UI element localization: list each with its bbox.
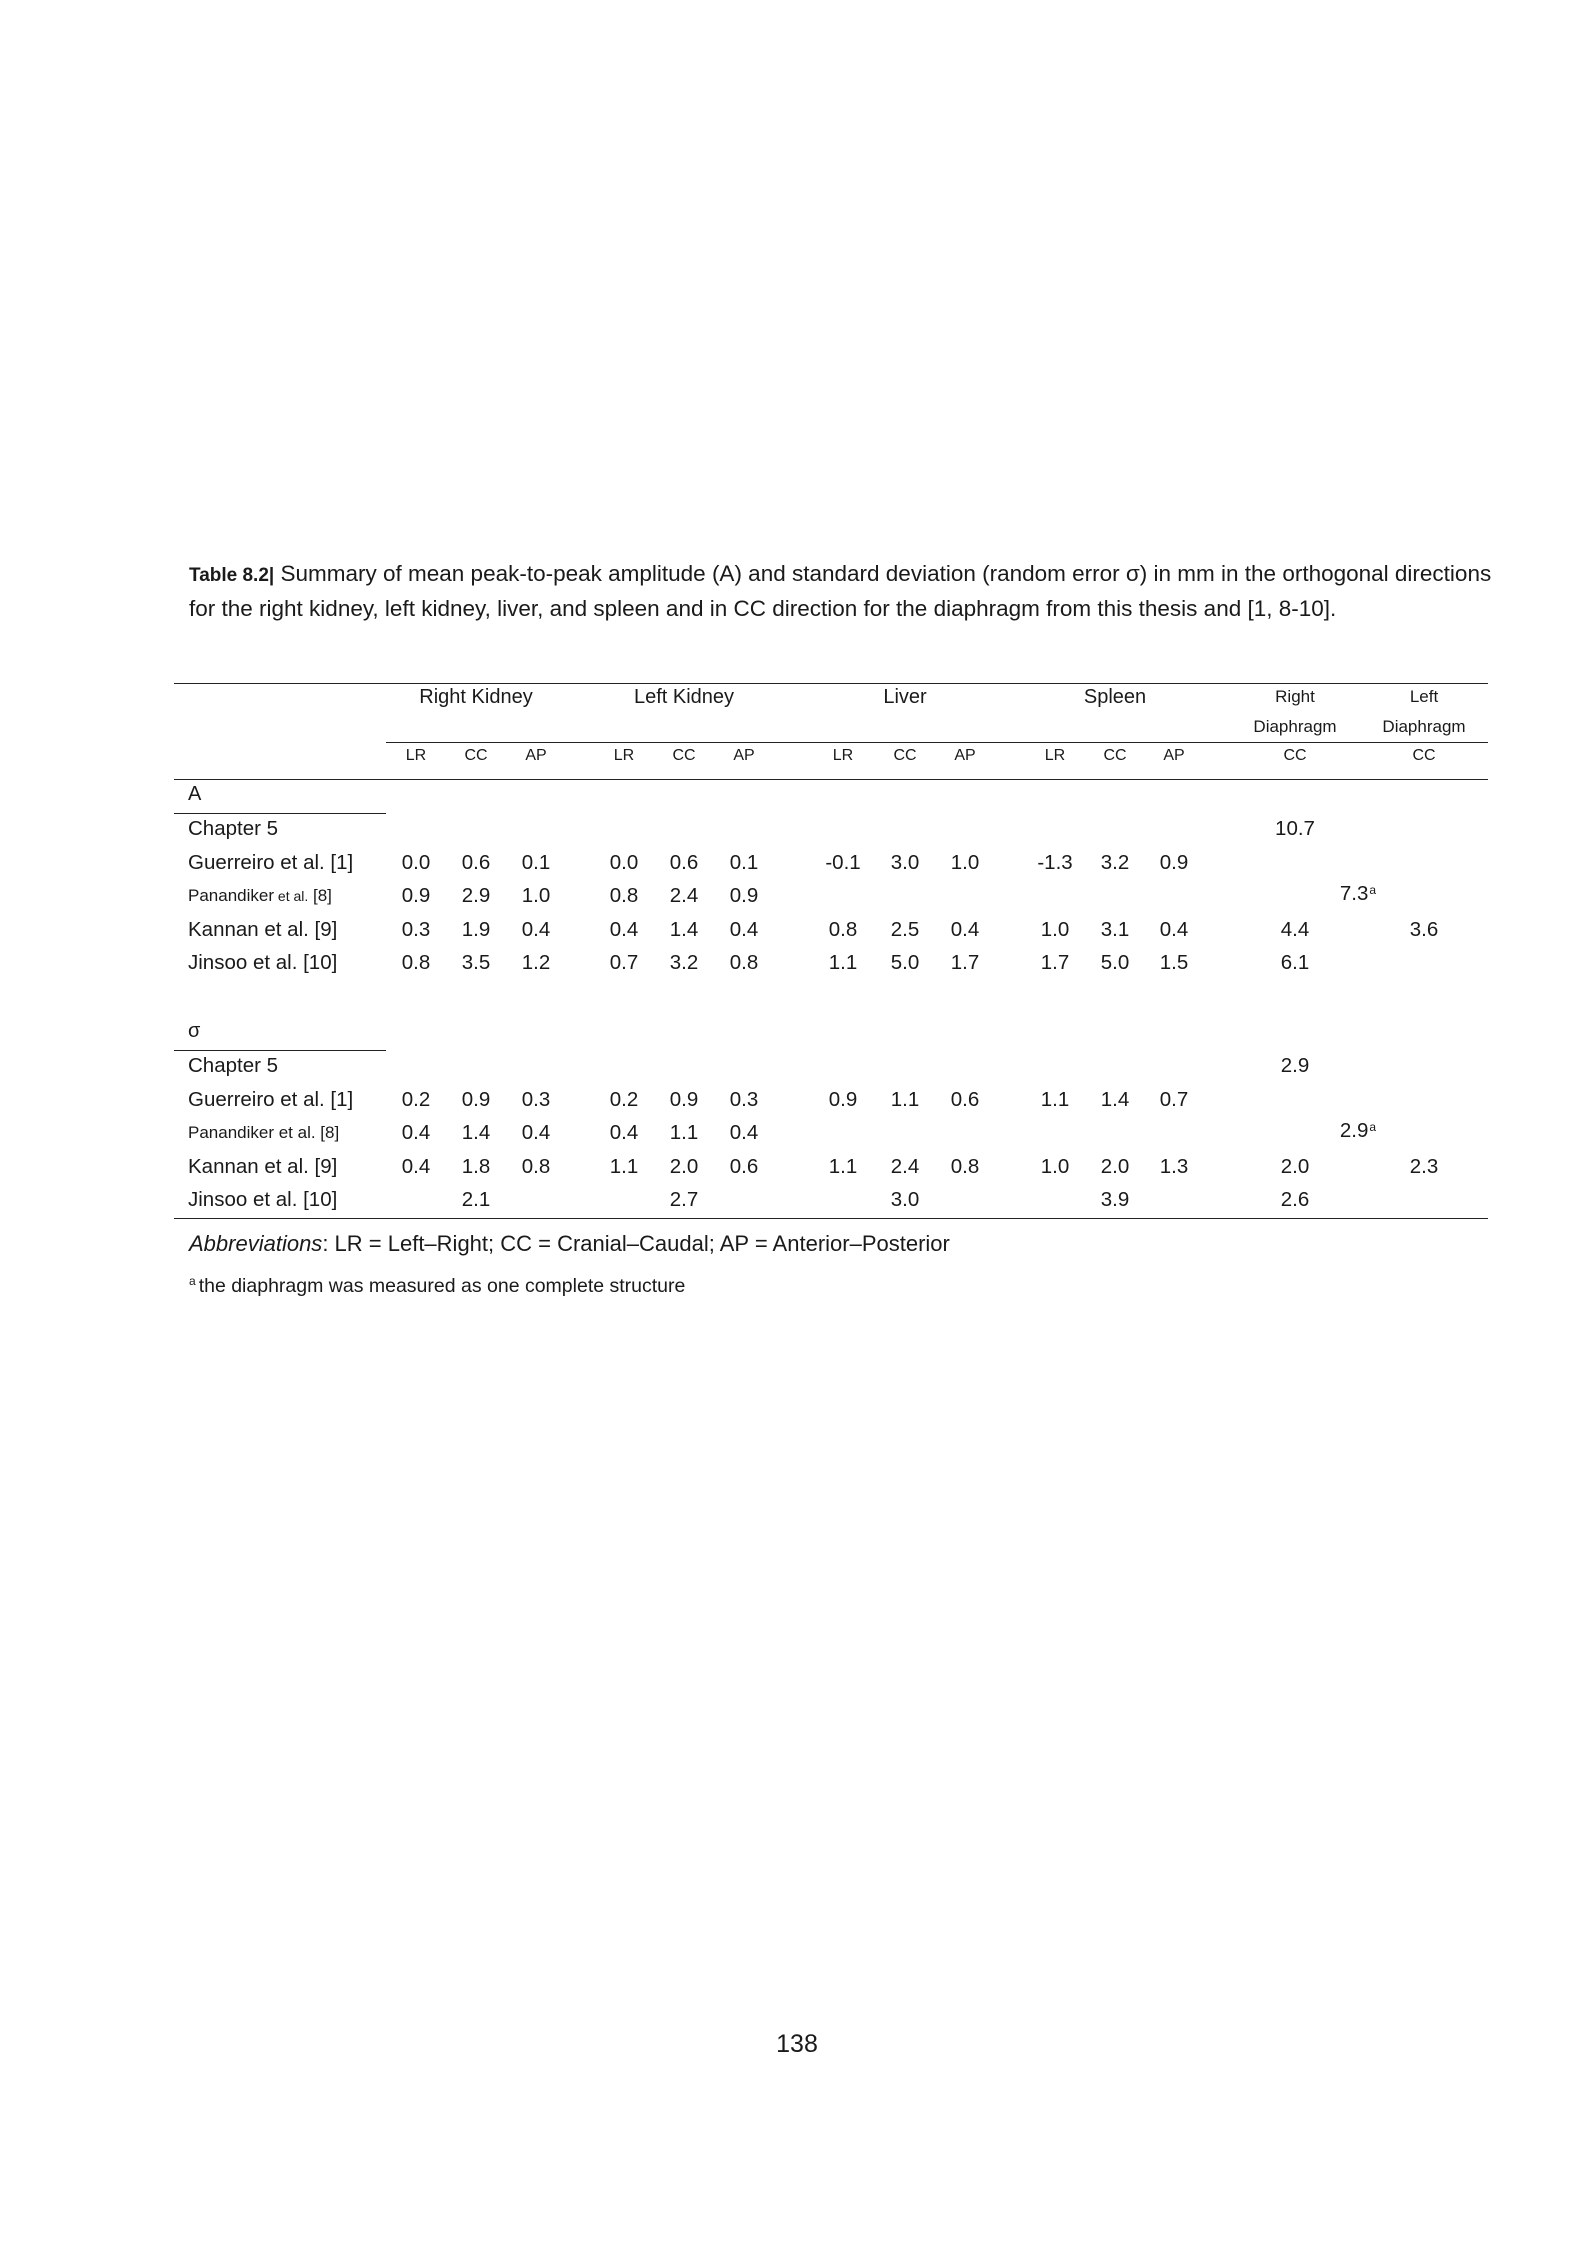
row-label: Chapter 5 [188, 817, 279, 840]
table-cell: 1.9 [461, 917, 491, 941]
column-header-right-diaphragm: Right Diaphragm [1253, 687, 1337, 736]
table-cell: 0.6 [950, 1087, 980, 1111]
footnote-marker: a [1369, 883, 1377, 897]
table-cell: 2.0 [669, 1154, 699, 1178]
table-cell: 0.0 [609, 850, 639, 874]
table-cell: -0.1 [825, 850, 861, 874]
table-cell: 5.0 [1100, 951, 1130, 974]
table-cell: 0.9 [401, 884, 431, 907]
table-cell: 3.9 [1100, 1188, 1130, 1211]
table-cell: 0.3 [521, 1087, 551, 1111]
table-cell: 0.2 [609, 1087, 639, 1111]
table-cell: 2.3 [1409, 1154, 1439, 1178]
table-cell: 2.6 [1280, 1188, 1310, 1211]
table-cell: 2.0 [1100, 1154, 1130, 1178]
table-cell: 3.2 [669, 951, 699, 974]
table-cell: 1.3 [1159, 1154, 1189, 1178]
table-cell: 0.4 [521, 1121, 551, 1144]
row-label: Kannan et al. [9] [188, 1154, 338, 1178]
column-header-left-diaphragm: Left Diaphragm [1382, 687, 1466, 736]
table-cell: 3.0 [890, 850, 920, 874]
table-cell: 0.0 [401, 850, 431, 874]
table-cell: 4.4 [1280, 917, 1310, 941]
table-cell: 0.4 [401, 1121, 431, 1144]
table-cell: 2.5 [890, 917, 920, 941]
caption-text: Summary of mean peak-to-peak amplitude (A) and standard deviation (random error σ) in mm in the orthogonal directions for the right kidney, left kidney, liver, and spleen and in CC direction for the diaphragm from this thesis and [1, 8-10]. [189, 561, 1492, 621]
column-subheader: LR [405, 747, 427, 764]
section-rule [174, 813, 386, 814]
table-cell: 0.9 [461, 1087, 491, 1111]
table-cell: 1.4 [1100, 1087, 1130, 1111]
table-cell: 2.0 [1280, 1154, 1310, 1178]
table-cell: 0.4 [950, 917, 980, 941]
table-cell: 0.6 [669, 850, 699, 874]
table-cell: 3.6 [1409, 917, 1439, 941]
table-cell: 1.0 [521, 884, 551, 907]
table-cell: 0.4 [609, 1121, 639, 1144]
table-cell: 1.1 [828, 951, 858, 974]
table-cell: 1.1 [1040, 1087, 1070, 1111]
column-subheader: CC [893, 747, 917, 764]
section-label: σ [188, 1020, 201, 1042]
table-cell: 0.4 [729, 917, 759, 941]
table-cell: 0.8 [950, 1154, 980, 1178]
table-cell: 3.1 [1100, 917, 1130, 941]
table-cell: 0.8 [828, 917, 858, 941]
table-cell: 3.5 [461, 951, 491, 974]
table-cell: 1.4 [669, 917, 699, 941]
page-number: 138 [776, 2030, 818, 2058]
column-subheader: CC [1283, 747, 1307, 764]
table-cell: 1.0 [1040, 1154, 1070, 1178]
table-cell: 3.2 [1100, 850, 1130, 874]
table-footnote [189, 1274, 685, 1298]
footnote-marker: a [1369, 1120, 1377, 1134]
table-cell: 0.4 [521, 917, 551, 941]
table-cell: 0.4 [729, 1121, 759, 1144]
row-label: Jinsoo et al. [10] [188, 951, 338, 974]
table-header-rule [386, 742, 1488, 743]
table-cell: 6.1 [1280, 951, 1310, 974]
abbreviations-note [189, 1231, 950, 1257]
column-group-header: Spleen [1083, 686, 1147, 708]
footnote-marker: a [189, 1274, 196, 1288]
table-cell: 0.6 [461, 850, 491, 874]
table-cell: 1.1 [609, 1154, 639, 1178]
column-subheader: AP [1163, 747, 1185, 764]
table-cell: 1.2 [521, 951, 551, 974]
table-cell: 0.3 [729, 1087, 759, 1111]
table-cell: 0.9 [828, 1087, 858, 1111]
table-cell: 2.4 [890, 1154, 920, 1178]
table-cell: 1.1 [890, 1087, 920, 1111]
table-cell: 2.4 [669, 884, 699, 907]
column-subheader: LR [1044, 747, 1066, 764]
row-label: Guerreiro et al. [1] [188, 1087, 354, 1111]
column-subheader: CC [1103, 747, 1127, 764]
column-subheader: AP [525, 747, 547, 764]
table-cell: -1.3 [1037, 850, 1073, 874]
footnote-text: the diaphragm was measured as one complete structure [198, 1275, 686, 1297]
table-cell: 0.8 [609, 884, 639, 907]
table-cell-merged-diaphragm: 2.9$^a$ [1339, 1119, 1377, 1142]
table-cell: 0.4 [401, 1154, 431, 1178]
table-cell: 1.7 [950, 951, 980, 974]
table-cell: 10.7 [1275, 817, 1315, 840]
table-cell: 0.3 [401, 917, 431, 941]
table-cell: 0.6 [729, 1154, 759, 1178]
table-subheader-rule [174, 779, 1488, 780]
table-cell: 0.7 [1159, 1087, 1189, 1111]
row-label: Guerreiro et al. [1] [188, 850, 354, 874]
section-label: A [188, 783, 202, 805]
row-label: Panandiker et al. [8] [188, 886, 332, 905]
column-subheader: AP [733, 747, 755, 764]
table-label: Table 8.2| [189, 565, 275, 586]
table-cell-merged-diaphragm: 7.3$^a$ [1339, 882, 1377, 905]
table-cell: 0.9 [1159, 850, 1189, 874]
table-cell: 0.8 [521, 1154, 551, 1178]
table-cell: 5.0 [890, 951, 920, 974]
column-subheader: CC [672, 747, 696, 764]
table-cell: 0.9 [669, 1087, 699, 1111]
abbreviations-text: : LR = Left–Right; CC = Cranial–Caudal; AP = Anterior–Posterior [322, 1231, 950, 1256]
abbreviations-label: Abbreviations [189, 1231, 323, 1256]
column-subheader: AP [954, 747, 976, 764]
section-rule [174, 1050, 386, 1051]
table-cell: 2.1 [461, 1188, 491, 1211]
table-cell: 1.0 [950, 850, 980, 874]
table-cell: 1.7 [1040, 951, 1070, 974]
table-caption [189, 557, 1509, 625]
row-label: Kannan et al. [9] [188, 917, 338, 941]
table-cell: 0.7 [609, 951, 639, 974]
table-cell: 0.8 [729, 951, 759, 974]
row-label: Chapter 5 [188, 1054, 279, 1077]
table-cell: 0.4 [609, 917, 639, 941]
table-cell: 1.0 [1040, 917, 1070, 941]
table-cell: 1.8 [461, 1154, 491, 1178]
column-subheader: CC [464, 747, 488, 764]
column-subheader: CC [1412, 747, 1436, 764]
table-cell: 1.5 [1159, 951, 1189, 974]
column-subheader: LR [832, 747, 854, 764]
table-cell: 3.0 [890, 1188, 920, 1211]
table-cell: 0.4 [1159, 917, 1189, 941]
table-cell: 0.1 [521, 850, 551, 874]
column-group-header: Liver [883, 686, 927, 708]
table-cell: 0.2 [401, 1087, 431, 1111]
row-label: Panandiker et al. [8] [188, 1123, 340, 1142]
table-cell: 1.1 [669, 1121, 699, 1144]
row-label-abbrev: et al. [274, 888, 309, 904]
table-cell: 1.4 [461, 1121, 491, 1144]
table-cell: 2.9 [461, 884, 491, 907]
table-cell: 2.7 [669, 1188, 699, 1211]
row-label: Jinsoo et al. [10] [188, 1188, 338, 1211]
table-cell: 0.8 [401, 951, 431, 974]
table-cell: 2.9 [1280, 1054, 1310, 1077]
table-bottom-rule [174, 1218, 1488, 1219]
table-cell: 1.1 [828, 1154, 858, 1178]
column-subheader: LR [613, 747, 635, 764]
column-group-header: Left Kidney [633, 686, 735, 708]
table-cell: 0.9 [729, 884, 759, 907]
column-group-header: Right Kidney [419, 686, 533, 708]
table-cell: 0.1 [729, 850, 759, 874]
